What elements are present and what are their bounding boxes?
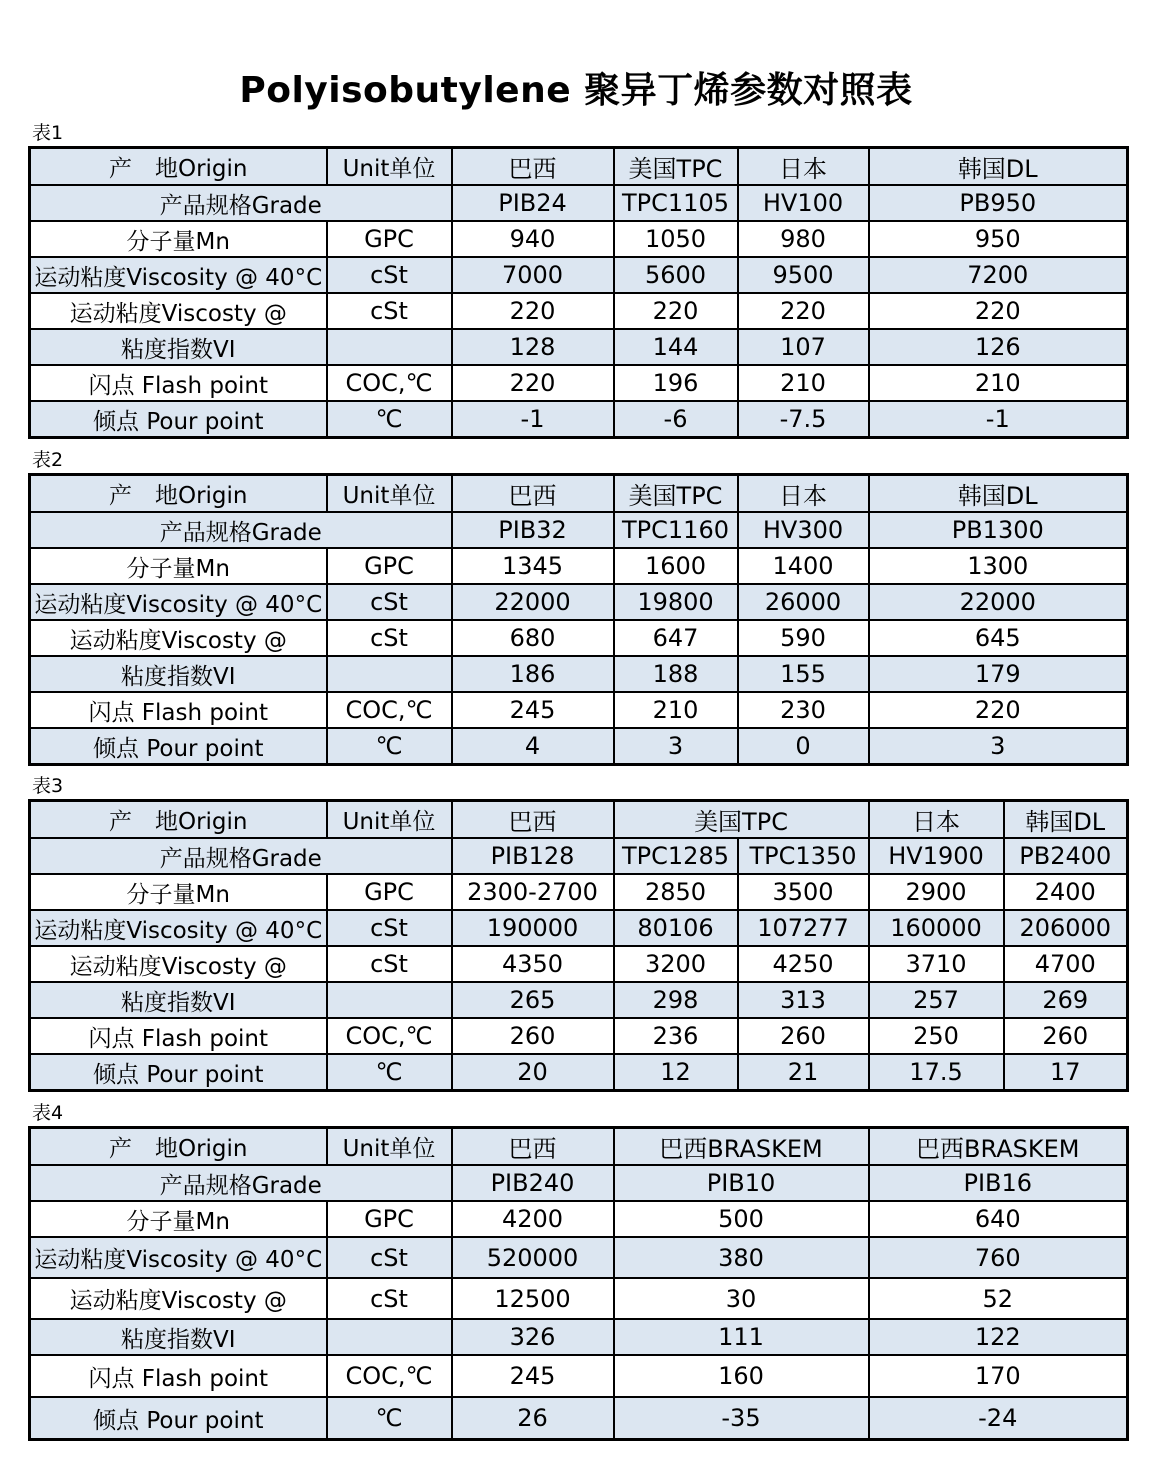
table-row: [30, 257, 1128, 293]
table-row: [30, 910, 1128, 946]
unit-cell: ℃: [327, 728, 452, 765]
row-label-flash: 闪点 Flash point: [30, 365, 327, 401]
value-cell: 4250: [738, 946, 869, 982]
value-cell: 196: [614, 365, 738, 401]
table-row: [30, 838, 1128, 874]
unit-cell: ℃: [327, 1397, 452, 1440]
origin-cell: 日本: [869, 801, 1004, 839]
grade-cell: TPC1105: [614, 185, 738, 221]
value-cell: 326: [452, 1319, 614, 1355]
origin-cell: 美国TPC: [614, 148, 738, 186]
value-cell: 2300-2700: [452, 874, 614, 910]
value-cell: 122: [869, 1319, 1128, 1355]
value-cell: 2400: [1004, 874, 1128, 910]
row-label-grade: 产品规格Grade: [30, 838, 452, 874]
value-cell: 257: [869, 982, 1004, 1018]
value-cell: 22000: [869, 584, 1128, 620]
table-label: 表3: [32, 775, 64, 797]
value-cell: -7.5: [738, 401, 869, 438]
value-cell: 236: [614, 1018, 738, 1054]
table-row: [30, 656, 1128, 692]
value-cell: 380: [614, 1237, 869, 1278]
origin-cell: 巴西BRASKEM: [614, 1128, 869, 1166]
value-cell: 179: [869, 656, 1128, 692]
value-cell: 9500: [738, 257, 869, 293]
table-row: [30, 148, 1128, 186]
value-cell: 220: [869, 692, 1128, 728]
row-label-grade: 产品规格Grade: [30, 1165, 452, 1201]
origin-cell: 日本: [738, 148, 869, 186]
table-row: [30, 1018, 1128, 1054]
value-cell: 7000: [452, 257, 614, 293]
table-row: [30, 946, 1128, 982]
value-cell: 980: [738, 221, 869, 257]
value-cell: 1300: [869, 548, 1128, 584]
value-cell: 160000: [869, 910, 1004, 946]
value-cell: 107277: [738, 910, 869, 946]
unit-cell: ℃: [327, 1054, 452, 1091]
value-cell: 245: [452, 692, 614, 728]
table-row: [30, 548, 1128, 584]
value-cell: 640: [869, 1201, 1128, 1237]
row-label-vi: 粘度指数VI: [30, 982, 327, 1018]
spec-table-4: [28, 1126, 1129, 1441]
table-row: [30, 365, 1128, 401]
row-label-vi: 粘度指数VI: [30, 656, 327, 692]
value-cell: 3710: [869, 946, 1004, 982]
table-row: [30, 1319, 1128, 1355]
table-row: [30, 1237, 1128, 1278]
row-label-visc40: 运动粘度Viscosity @ 40°C: [30, 584, 327, 620]
value-cell: 155: [738, 656, 869, 692]
grade-cell: PIB24: [452, 185, 614, 221]
unit-cell: ℃: [327, 401, 452, 438]
origin-cell: 巴西: [452, 1128, 614, 1166]
value-cell: 22000: [452, 584, 614, 620]
unit-cell: cSt: [327, 910, 452, 946]
value-cell: 245: [452, 1355, 614, 1397]
value-cell: 17: [1004, 1054, 1128, 1091]
value-cell: 645: [869, 620, 1128, 656]
grade-cell: HV100: [738, 185, 869, 221]
unit-cell: COC,℃: [327, 692, 452, 728]
row-label-mn: 分子量Mn: [30, 1201, 327, 1237]
col-header-unit: Unit单位: [327, 475, 452, 513]
value-cell: 128: [452, 329, 614, 365]
unit-cell: [327, 656, 452, 692]
unit-cell: GPC: [327, 874, 452, 910]
value-cell: 2900: [869, 874, 1004, 910]
row-label-pour: 倾点 Pour point: [30, 401, 327, 438]
value-cell: 12: [614, 1054, 738, 1091]
table-row: [30, 620, 1128, 656]
value-cell: 500: [614, 1201, 869, 1237]
value-cell: 80106: [614, 910, 738, 946]
table-row: [30, 475, 1128, 513]
unit-cell: cSt: [327, 257, 452, 293]
grade-cell: TPC1285: [614, 838, 738, 874]
page-title: Polyisobutylene 聚异丁烯参数对照表: [239, 70, 913, 111]
table-row: [30, 692, 1128, 728]
row-label-origin: 产 地Origin: [30, 801, 327, 839]
value-cell: 950: [869, 221, 1128, 257]
row-label-grade: 产品规格Grade: [30, 512, 452, 548]
spec-table-3: [28, 799, 1129, 1092]
value-cell: 126: [869, 329, 1128, 365]
grade-cell: HV1900: [869, 838, 1004, 874]
grade-cell: PIB10: [614, 1165, 869, 1201]
row-label-origin: 产 地Origin: [30, 475, 327, 513]
unit-cell: cSt: [327, 1237, 452, 1278]
row-label-grade: 产品规格Grade: [30, 185, 452, 221]
col-header-unit: Unit单位: [327, 801, 452, 839]
origin-cell: 巴西: [452, 475, 614, 513]
value-cell: 4700: [1004, 946, 1128, 982]
origin-cell: 韩国DL: [869, 148, 1128, 186]
unit-cell: GPC: [327, 548, 452, 584]
value-cell: 940: [452, 221, 614, 257]
value-cell: 170: [869, 1355, 1128, 1397]
value-cell: 220: [614, 293, 738, 329]
row-label-vi: 粘度指数VI: [30, 329, 327, 365]
value-cell: 5600: [614, 257, 738, 293]
value-cell: -1: [869, 401, 1128, 438]
value-cell: 17.5: [869, 1054, 1004, 1091]
table-label: 表4: [32, 1102, 64, 1124]
value-cell: 220: [738, 293, 869, 329]
table-row: [30, 1165, 1128, 1201]
table-row: [30, 1397, 1128, 1440]
value-cell: 220: [452, 293, 614, 329]
table-row: [30, 1054, 1128, 1091]
table-row: [30, 1278, 1128, 1319]
row-label-visc40: 运动粘度Viscosity @ 40°C: [30, 257, 327, 293]
unit-cell: cSt: [327, 293, 452, 329]
table-row: [30, 728, 1128, 765]
value-cell: -1: [452, 401, 614, 438]
grade-cell: TPC1350: [738, 838, 869, 874]
value-cell: 4: [452, 728, 614, 765]
table-row: [30, 1201, 1128, 1237]
value-cell: 3500: [738, 874, 869, 910]
value-cell: 144: [614, 329, 738, 365]
unit-cell: cSt: [327, 946, 452, 982]
value-cell: 107: [738, 329, 869, 365]
grade-cell: HV300: [738, 512, 869, 548]
value-cell: 3: [614, 728, 738, 765]
row-label-visc40: 运动粘度Viscosity @ 40°C: [30, 1237, 327, 1278]
row-label-flash: 闪点 Flash point: [30, 1018, 327, 1054]
value-cell: 680: [452, 620, 614, 656]
row-label-pour: 倾点 Pour point: [30, 1397, 327, 1440]
row-label-visc100: 运动粘度Viscosty @: [30, 1278, 327, 1319]
value-cell: 26000: [738, 584, 869, 620]
value-cell: 313: [738, 982, 869, 1018]
row-label-pour: 倾点 Pour point: [30, 728, 327, 765]
grade-cell: PB950: [869, 185, 1128, 221]
spec-table-2: [28, 473, 1129, 766]
grade-cell: TPC1160: [614, 512, 738, 548]
unit-cell: GPC: [327, 1201, 452, 1237]
value-cell: 7200: [869, 257, 1128, 293]
value-cell: 19800: [614, 584, 738, 620]
grade-cell: PIB32: [452, 512, 614, 548]
unit-cell: COC,℃: [327, 1018, 452, 1054]
value-cell: 1345: [452, 548, 614, 584]
table-row: [30, 982, 1128, 1018]
value-cell: 12500: [452, 1278, 614, 1319]
value-cell: 2850: [614, 874, 738, 910]
origin-cell: 巴西: [452, 148, 614, 186]
row-label-mn: 分子量Mn: [30, 874, 327, 910]
value-cell: 250: [869, 1018, 1004, 1054]
origin-cell: 美国TPC: [614, 801, 869, 839]
grade-cell: PIB16: [869, 1165, 1128, 1201]
value-cell: 210: [869, 365, 1128, 401]
value-cell: 4200: [452, 1201, 614, 1237]
value-cell: 260: [1004, 1018, 1128, 1054]
unit-cell: cSt: [327, 1278, 452, 1319]
origin-cell: 韩国DL: [1004, 801, 1128, 839]
grade-cell: PB2400: [1004, 838, 1128, 874]
value-cell: 210: [738, 365, 869, 401]
unit-cell: cSt: [327, 620, 452, 656]
value-cell: 230: [738, 692, 869, 728]
table-row: [30, 584, 1128, 620]
unit-cell: [327, 1319, 452, 1355]
value-cell: 590: [738, 620, 869, 656]
value-cell: 220: [452, 365, 614, 401]
origin-cell: 韩国DL: [869, 475, 1128, 513]
table-row: [30, 221, 1128, 257]
row-label-visc100: 运动粘度Viscosty @: [30, 620, 327, 656]
spec-table-1: [28, 146, 1129, 439]
value-cell: -24: [869, 1397, 1128, 1440]
row-label-vi: 粘度指数VI: [30, 1319, 327, 1355]
unit-cell: COC,℃: [327, 1355, 452, 1397]
grade-cell: PB1300: [869, 512, 1128, 548]
grade-cell: PIB128: [452, 838, 614, 874]
unit-cell: cSt: [327, 584, 452, 620]
unit-cell: [327, 982, 452, 1018]
value-cell: 21: [738, 1054, 869, 1091]
value-cell: 3200: [614, 946, 738, 982]
table-row: [30, 293, 1128, 329]
value-cell: 3: [869, 728, 1128, 765]
table-row: [30, 1128, 1128, 1166]
value-cell: 20: [452, 1054, 614, 1091]
col-header-unit: Unit单位: [327, 148, 452, 186]
value-cell: 186: [452, 656, 614, 692]
origin-cell: 美国TPC: [614, 475, 738, 513]
value-cell: 647: [614, 620, 738, 656]
row-label-origin: 产 地Origin: [30, 1128, 327, 1166]
unit-cell: GPC: [327, 221, 452, 257]
table-row: [30, 1355, 1128, 1397]
table-row: [30, 185, 1128, 221]
row-label-mn: 分子量Mn: [30, 548, 327, 584]
value-cell: 210: [614, 692, 738, 728]
origin-cell: 日本: [738, 475, 869, 513]
value-cell: 52: [869, 1278, 1128, 1319]
table-row: [30, 401, 1128, 438]
value-cell: 111: [614, 1319, 869, 1355]
value-cell: 220: [869, 293, 1128, 329]
value-cell: 188: [614, 656, 738, 692]
table-row: [30, 512, 1128, 548]
grade-cell: PIB240: [452, 1165, 614, 1201]
value-cell: 26: [452, 1397, 614, 1440]
table-row: [30, 874, 1128, 910]
row-label-visc40: 运动粘度Viscosity @ 40°C: [30, 910, 327, 946]
table-row: [30, 801, 1128, 839]
value-cell: 1600: [614, 548, 738, 584]
value-cell: 206000: [1004, 910, 1128, 946]
row-label-visc100: 运动粘度Viscosty @: [30, 293, 327, 329]
row-label-flash: 闪点 Flash point: [30, 1355, 327, 1397]
value-cell: -35: [614, 1397, 869, 1440]
row-label-origin: 产 地Origin: [30, 148, 327, 186]
row-label-visc100: 运动粘度Viscosty @: [30, 946, 327, 982]
table-row: [30, 329, 1128, 365]
value-cell: 1050: [614, 221, 738, 257]
value-cell: 265: [452, 982, 614, 1018]
value-cell: 1400: [738, 548, 869, 584]
value-cell: 520000: [452, 1237, 614, 1278]
row-label-flash: 闪点 Flash point: [30, 692, 327, 728]
value-cell: 160: [614, 1355, 869, 1397]
value-cell: 4350: [452, 946, 614, 982]
unit-cell: COC,℃: [327, 365, 452, 401]
value-cell: 190000: [452, 910, 614, 946]
value-cell: 260: [738, 1018, 869, 1054]
value-cell: 760: [869, 1237, 1128, 1278]
table-label: 表1: [32, 122, 64, 144]
col-header-unit: Unit单位: [327, 1128, 452, 1166]
unit-cell: [327, 329, 452, 365]
origin-cell: 巴西BRASKEM: [869, 1128, 1128, 1166]
origin-cell: 巴西: [452, 801, 614, 839]
value-cell: 30: [614, 1278, 869, 1319]
value-cell: 298: [614, 982, 738, 1018]
table-label: 表2: [32, 449, 64, 471]
value-cell: 269: [1004, 982, 1128, 1018]
row-label-pour: 倾点 Pour point: [30, 1054, 327, 1091]
value-cell: 260: [452, 1018, 614, 1054]
value-cell: 0: [738, 728, 869, 765]
value-cell: -6: [614, 401, 738, 438]
row-label-mn: 分子量Mn: [30, 221, 327, 257]
